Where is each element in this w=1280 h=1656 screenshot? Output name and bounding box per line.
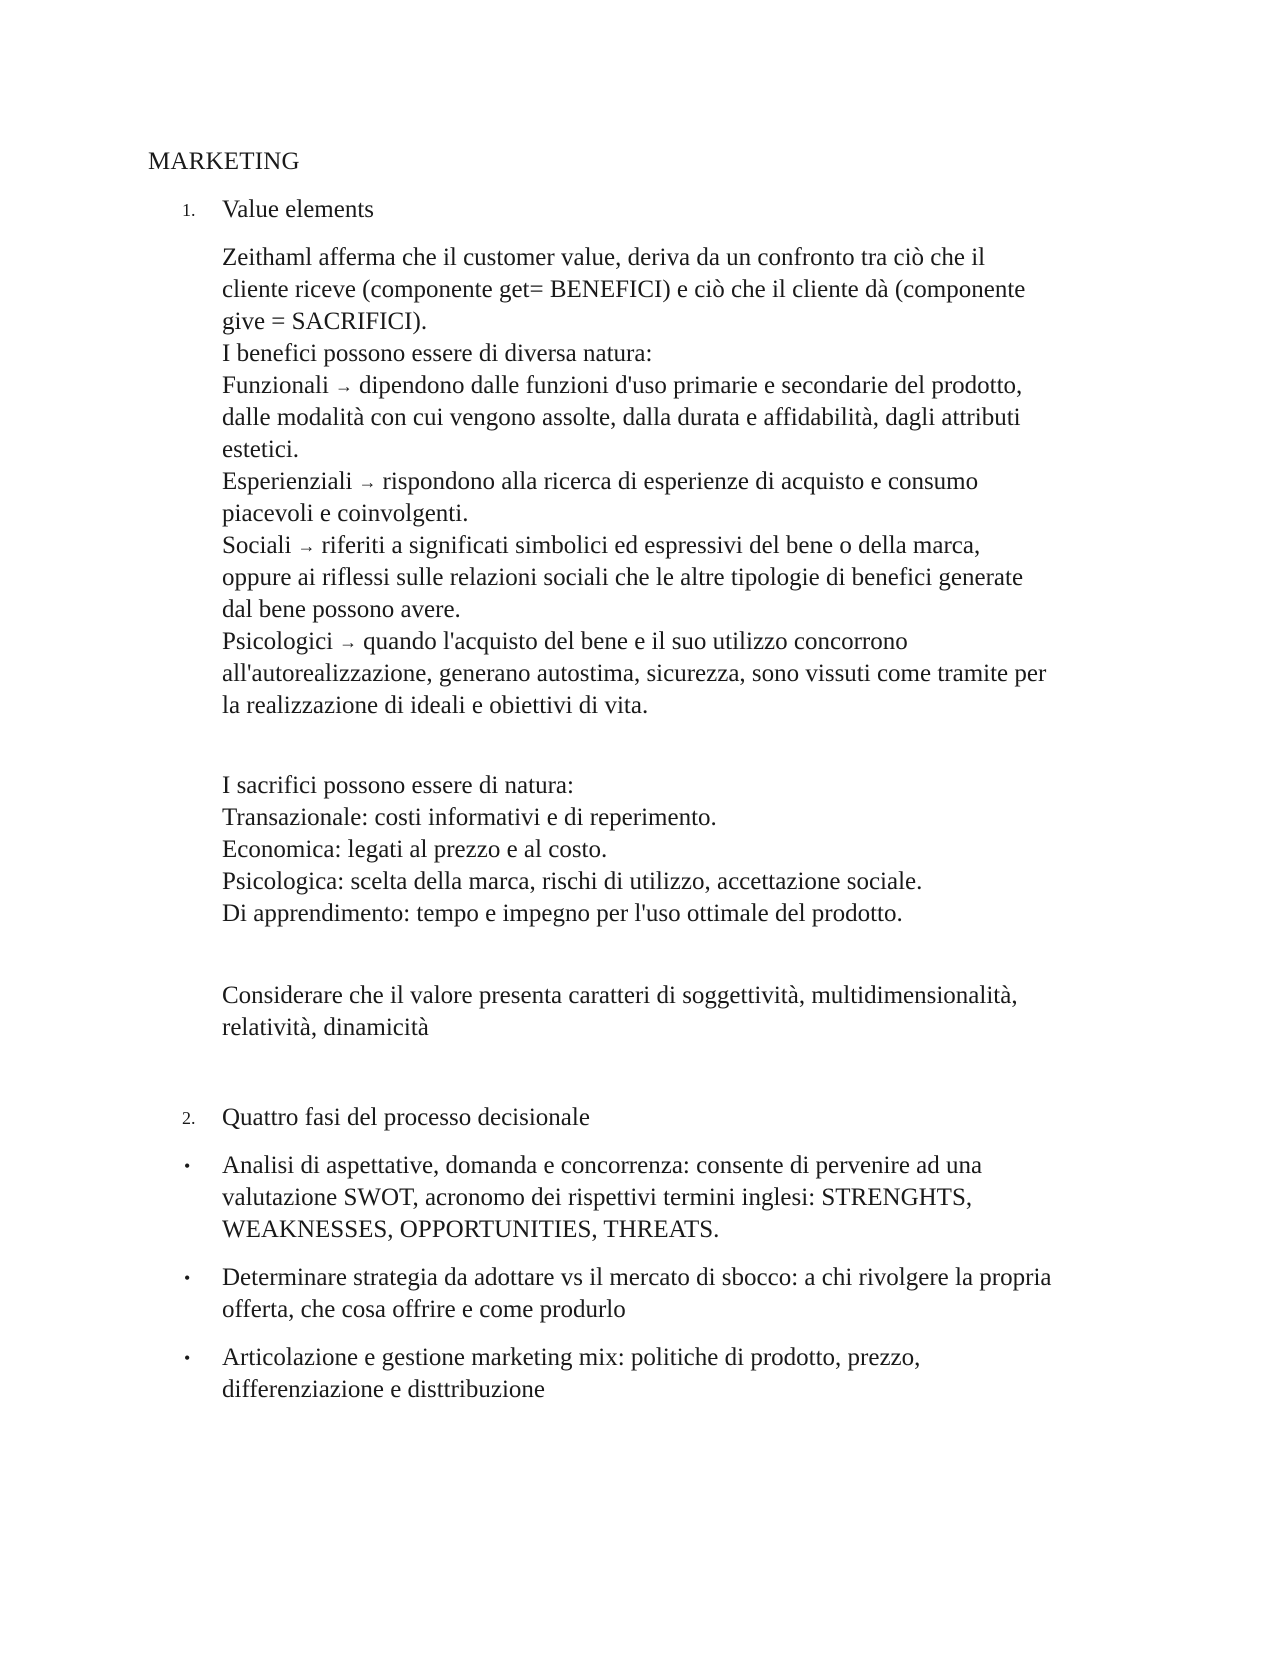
benefit-continuation: oppure ai riflessi sulle relazioni sociali che le altre tipologie di benefici generate (222, 564, 1024, 591)
list-item-continuation: offerta, che cosa offrire e come produrlo (222, 1296, 626, 1323)
intro-line: I benefici possono essere di diversa natura: (222, 340, 653, 367)
sacrifices-line: Psicologica: scelta della marca, rischi di utilizzo, accettazione sociale. (222, 868, 923, 895)
benefit-continuation: dal bene possono avere. (222, 596, 461, 623)
section-2-heading: Quattro fasi del processo decisionale (222, 1104, 590, 1131)
benefit-term: Esperienziali (222, 468, 353, 495)
right-arrow-icon: → (334, 376, 353, 396)
benefit-continuation: dalle modalità con cui vengono assolte, dalla durata e affidabilità, dagli attributi (222, 404, 1021, 431)
bullet-icon: • (184, 1348, 191, 1368)
bullet-icon: • (184, 1156, 191, 1176)
intro-line: give = SACRIFICI). (222, 308, 428, 335)
section-2-number: 2. (182, 1108, 196, 1128)
list-item-continuation: valutazione SWOT, acronomo dei rispettivi termini inglesi: STRENGHTS, (222, 1184, 973, 1211)
benefit-esperienziali (222, 466, 978, 498)
sacrifices-line: Economica: legati al prezzo e al costo. (222, 836, 608, 863)
benefit-sociali (222, 530, 980, 562)
intro-line: cliente riceve (componente get= BENEFICI) e ciò che il cliente dà (componente (222, 276, 1026, 303)
benefit-description: dipendono dalle funzioni d'uso primarie e secondarie del prodotto, (358, 372, 1023, 399)
right-arrow-icon: → (297, 536, 316, 556)
list-item-continuation: WEAKNESSES, OPPORTUNITIES, THREATS. (222, 1216, 720, 1243)
right-arrow-icon: → (339, 632, 358, 652)
intro-line: Zeithaml afferma che il customer value, deriva da un confronto tra ciò che il (222, 244, 986, 271)
benefit-description: rispondono alla ricerca di esperienze di acquisto e consumo (382, 468, 979, 495)
section-1-heading: Value elements (222, 196, 375, 223)
benefit-description: riferiti a significati simbolici ed espressivi del bene o della marca, (321, 532, 981, 559)
list-item: Determinare strategia da adottare vs il mercato di sbocco: a chi rivolgere la propria (222, 1264, 1052, 1291)
bullet-icon: • (184, 1268, 191, 1288)
benefit-description: quando l'acquisto del bene e il suo utilizzo concorrono (363, 628, 908, 655)
list-item-continuation: differenziazione e disttribuzione (222, 1376, 546, 1403)
benefit-term: Sociali (222, 532, 292, 559)
benefit-term: Funzionali (222, 372, 329, 399)
list-item: Articolazione e gestione marketing mix: politiche di prodotto, prezzo, (222, 1344, 921, 1371)
benefit-psicologici (222, 626, 908, 658)
benefit-continuation: estetici. (222, 436, 300, 463)
section-1-number: 1. (182, 200, 196, 220)
conclusion-line: Considerare che il valore presenta caratteri di soggettività, multidimensionalità, (222, 982, 1018, 1009)
sacrifices-line: I sacrifici possono essere di natura: (222, 772, 574, 799)
benefit-funzionali (222, 370, 1022, 402)
right-arrow-icon: → (358, 472, 377, 492)
sacrifices-line: Transazionale: costi informativi e di reperimento. (222, 804, 717, 831)
sacrifices-line: Di apprendimento: tempo e impegno per l'uso ottimale del prodotto. (222, 900, 903, 927)
benefit-continuation: all'autorealizzazione, generano autostima, sicurezza, sono vissuti come tramite per (222, 660, 1047, 687)
document-title: MARKETING (148, 148, 300, 175)
benefit-continuation: piacevoli e coinvolgenti. (222, 500, 469, 527)
benefit-term: Psicologici (222, 628, 334, 655)
benefit-continuation: la realizzazione di ideali e obiettivi di vita. (222, 692, 649, 719)
conclusion-line: relatività, dinamicità (222, 1014, 429, 1041)
list-item: Analisi di aspettative, domanda e concorrenza: consente di pervenire ad una (222, 1152, 983, 1179)
